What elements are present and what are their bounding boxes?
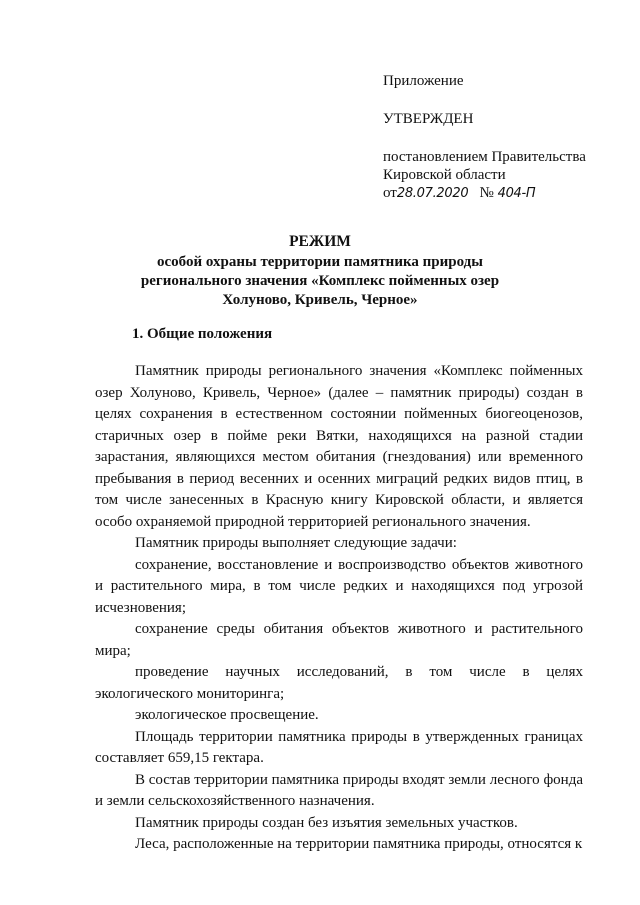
paragraph: Памятник природы создан без изъятия земельных участков.: [135, 814, 518, 831]
handwritten-number: 404-П: [497, 186, 536, 201]
document-title: [120, 232, 520, 310]
paragraph: сохранение среды обитания объектов животного и растительного мира;: [95, 621, 583, 659]
paragraph: сохранение, восстановление и воспроизводство объектов животного и растительного мира, в том числе редких и находящихся под угрозой исчезновения;: [95, 556, 583, 616]
paragraph: проведение научных исследований, в том числе в целях экологического мониторинга;: [95, 664, 583, 702]
approval-date-line: [383, 184, 586, 203]
paragraph: Леса, расположенные на территории памятника природы, относятся к: [135, 836, 583, 852]
section-heading-general: 1. Общие положения: [132, 326, 273, 342]
body-text: [95, 361, 583, 856]
approval-block: [383, 72, 586, 203]
handwritten-date: 28.07.2020: [396, 186, 469, 201]
paragraph: Памятник природы выполняет следующие задачи:: [135, 535, 457, 551]
paragraph: Площадь территории памятника природы в утвержденных границах составляет 659,15 гектара.: [95, 728, 583, 766]
approved-label: УТВЕРЖДЕН: [383, 111, 474, 127]
date-prefix: от: [383, 185, 397, 201]
paragraph: экологическое просвещение.: [135, 707, 319, 723]
approval-line-2: Кировской области: [383, 167, 506, 183]
approval-line-1: постановлением Правительства: [383, 149, 586, 165]
paragraph: В состав территории памятника природы входят земли лесного фонда и земли сельскохозяйственного назначения.: [95, 771, 583, 809]
title-line-3: Холуново, Кривель, Черное»: [222, 292, 418, 308]
number-prefix: №: [479, 185, 494, 201]
appendix-label: Приложение: [383, 73, 464, 89]
title-line-2: регионального значения «Комплекс пойменных озер: [140, 273, 500, 289]
title-line-1: особой охраны территории памятника природы: [157, 254, 483, 270]
paragraph: Памятник природы регионального значения «Комплекс пойменных озер Холуново, Кривель, Черное» (далее – памятник природы) создан в целях сохранения в естественном состоянии пойменных биогеоценозов, старичных озер в пойме реки Вятки, находящихся на разной стадии зарастания, являющихся местом обитания (гнездования) или временного пребывания в период весенних и осенних миграций редких видов птиц, в том числе занесенных в Красную книгу Кировской области, и является особо охраняемой природной территорией регионального значения.: [95, 363, 583, 530]
title-main: РЕЖИМ: [289, 233, 351, 250]
